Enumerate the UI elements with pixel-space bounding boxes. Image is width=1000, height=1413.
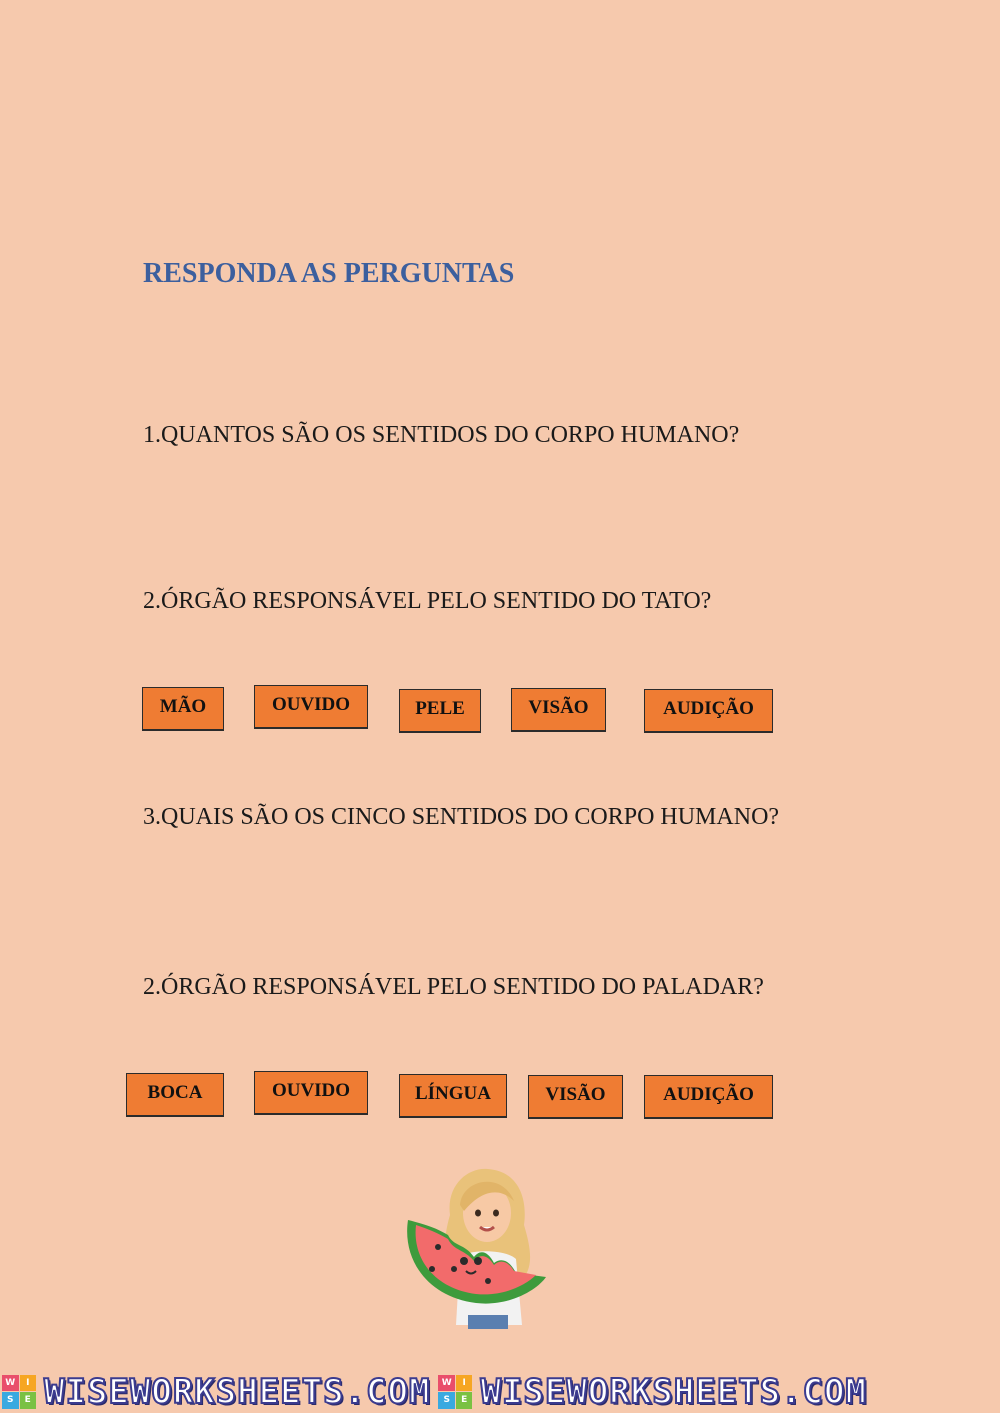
watermark-footer bbox=[0, 1370, 1000, 1413]
question-4: 2.ÓRGÃO RESPONSÁVEL PELO SENTIDO DO PALADAR? bbox=[143, 974, 764, 1000]
option-ouvido-2[interactable]: OUVIDO bbox=[254, 1071, 368, 1115]
question-2: 2.ÓRGÃO RESPONSÁVEL PELO SENTIDO DO TATO? bbox=[143, 588, 712, 614]
logo-icon: W I S E bbox=[2, 1375, 36, 1409]
option-audicao[interactable]: AUDIÇÃO bbox=[644, 689, 773, 733]
option-mao[interactable]: MÃO bbox=[142, 687, 224, 731]
question-1: 1.QUANTOS SÃO OS SENTIDOS DO CORPO HUMANO? bbox=[143, 422, 740, 448]
question-3: 3.QUAIS SÃO OS CINCO SENTIDOS DO CORPO HUMANO? bbox=[143, 804, 780, 830]
option-visao-2[interactable]: VISÃO bbox=[528, 1075, 623, 1119]
avatar-watermelon-illustration bbox=[398, 1165, 558, 1330]
option-pele[interactable]: PELE bbox=[399, 689, 481, 733]
option-ouvido[interactable]: OUVIDO bbox=[254, 685, 368, 729]
watermark-text-2: WISEWORKSHEETS.COM bbox=[480, 1371, 867, 1412]
option-lingua[interactable]: LÍNGUA bbox=[399, 1074, 507, 1118]
option-boca[interactable]: BOCA bbox=[126, 1073, 224, 1117]
option-visao[interactable]: VISÃO bbox=[511, 688, 606, 732]
page-title: RESPONDA AS PERGUNTAS bbox=[143, 258, 515, 289]
watermark-text: WISEWORKSHEETS.COM bbox=[44, 1371, 431, 1412]
option-audicao-2[interactable]: AUDIÇÃO bbox=[644, 1075, 773, 1119]
logo-icon-2: W I S E bbox=[438, 1375, 472, 1409]
